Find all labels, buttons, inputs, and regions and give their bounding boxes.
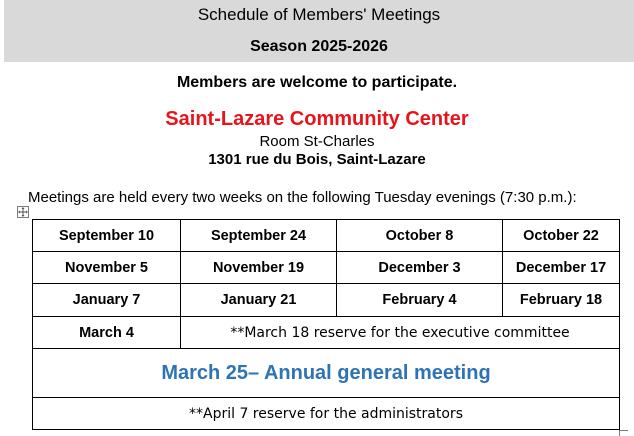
date-cell: December 17 [503,252,620,284]
table-row [33,317,620,349]
date-cell: November 19 [181,252,337,284]
date-cell: September 10 [33,220,181,252]
date-cell: February 18 [503,284,620,317]
date-cell: January 7 [33,284,181,317]
date-cell: October 8 [337,220,503,252]
season-label: Season 2025-2026 [250,38,388,55]
welcome-text: Members are welcome to participate. [176,74,458,91]
table-row [33,398,620,430]
annual-meeting-banner: March 25– Annual general meeting [33,349,620,398]
table-row [33,220,620,252]
header-band [4,0,634,62]
date-cell: September 24 [181,220,337,252]
move-icon[interactable] [17,206,29,218]
venue-address: 1301 rue du Bois, Saint-Lazare [208,151,426,168]
date-cell: March 4 [33,317,181,349]
table-row [33,284,620,317]
venue-name: Saint-Lazare Community Center [165,108,469,130]
corner-mark [619,430,628,436]
page-title: Schedule of Members' Meetings [197,5,441,24]
venue-room: Room St-Charles [259,133,375,150]
table-row [33,349,620,398]
date-cell: January 21 [181,284,337,317]
date-cell: December 3 [337,252,503,284]
date-cell: November 5 [33,252,181,284]
date-cell: October 22 [503,220,620,252]
intro-text: Meetings are held every two weeks on the following Tuesday evenings (7:30 p.m.): [28,189,577,206]
table-row [33,252,620,284]
reserve-note: **April 7 reserve for the administrators [33,398,620,430]
schedule-table [32,219,620,430]
reserve-note: **March 18 reserve for the executive committee [181,317,620,349]
date-cell: February 4 [337,284,503,317]
